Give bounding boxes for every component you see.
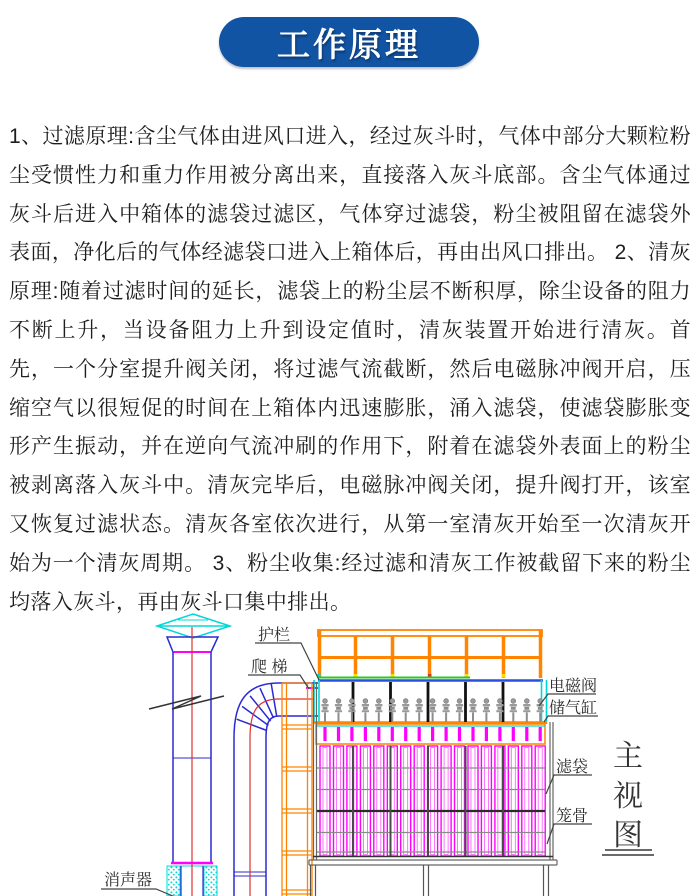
baghouse-schematic <box>0 596 700 896</box>
bag-icon <box>387 746 397 856</box>
svg-text:视: 视 <box>613 780 643 813</box>
bag-icon <box>347 746 357 856</box>
bag-icon <box>414 746 424 856</box>
valve-icon <box>456 699 463 722</box>
break-mark-icon <box>149 696 224 709</box>
bag-icon <box>428 746 438 856</box>
valve-icon <box>483 699 490 722</box>
section-title-banner <box>219 17 479 67</box>
filter-bags <box>316 746 545 856</box>
valve-icon <box>375 699 382 722</box>
label-cage-frame: 笼骨 <box>556 808 589 825</box>
pulse-valves <box>321 699 543 722</box>
label-solenoid-valve: 电磁阀 <box>549 678 598 695</box>
nozzle-band <box>316 724 545 744</box>
guardrail <box>317 630 542 678</box>
leader-muffler <box>101 889 173 896</box>
label-guardrail: 护栏 <box>258 627 291 644</box>
label-air-tank: 储气缸 <box>549 700 598 717</box>
compartment-dividers-top <box>353 682 503 722</box>
valve-icon <box>429 699 436 722</box>
bag-icon <box>508 746 518 856</box>
valve-icon <box>510 699 517 722</box>
elbow-icon <box>234 683 318 738</box>
bag-icon <box>360 746 370 856</box>
support-legs <box>311 865 549 896</box>
valve-icon <box>469 699 476 722</box>
rain-cap-icon <box>157 614 230 638</box>
label-filter-bag: 滤袋 <box>556 759 589 776</box>
bag-icon <box>468 746 478 856</box>
bag-icon <box>401 746 411 856</box>
svg-text:主: 主 <box>613 740 643 773</box>
valve-icon <box>416 699 423 722</box>
label-muffler: 消声器 <box>104 872 153 889</box>
muffler <box>167 863 217 896</box>
bag-icon <box>320 746 330 856</box>
label-ladder: 爬 梯 <box>251 659 288 676</box>
bag-icon <box>481 746 491 856</box>
valve-icon <box>321 699 328 722</box>
bag-icon <box>334 746 344 856</box>
valve-icon <box>402 699 409 722</box>
chimney <box>157 614 230 864</box>
bag-icon <box>441 746 451 856</box>
view-title <box>602 740 654 855</box>
ladder <box>282 683 312 896</box>
section-title: 工作原理 <box>277 25 421 63</box>
bag-icon <box>455 746 465 856</box>
bag-icon <box>522 746 532 856</box>
valve-icon <box>443 699 450 722</box>
bag-icon <box>535 746 545 856</box>
valve-icon <box>362 699 369 722</box>
bag-icon <box>374 746 384 856</box>
valve-icon <box>335 699 342 722</box>
svg-text:图: 图 <box>613 819 643 852</box>
principle-paragraph: 1、过滤原理:含尘气体由进风口进入，经过灰斗时，气体中部分大颗粒粉尘受惯性力和重力作用被分离出来，直接落入灰斗底部。含尘气体通过灰斗后进入中箱体的滤袋过滤区，气体穿过滤袋，粉尘被阻留在滤袋外表面，净化后的气体经滤袋口进入上箱体后，再由出风口排出。 2、清灰原理:随着过滤时间的延长，滤袋上的粉尘层不断积厚，除尘设备的阻力不断上升，当设备阻力上升到设定值时，清灰装置开始进行清灰。首先，一个分室提升阀关闭，将过滤气流截断，然后电磁脉冲阀开启，压缩空气以很短促的时间在上箱体内迅速膨胀，涌入滤袋，使滤袋膨胀变形产生振动，并在逆向气流冲刷的作用下，附着在滤袋外表面上的粉尘被剥离落入灰斗中。清灰完毕后，电磁脉冲阀关闭，提升阀打开，该室又恢复过滤状态。清灰各室依次进行，从第一室清灰开始至一次清灰开始为一个清灰周期。 3、粉尘收集:经过滤和清灰工作被截留下来的粉尘均落入灰斗，再由灰斗口集中排出。 <box>9 125 691 614</box>
leader-cage-frame <box>547 824 592 844</box>
valve-icon <box>523 699 530 722</box>
outlet-duct <box>234 683 318 896</box>
valve-icon <box>537 699 544 722</box>
valve-icon <box>348 699 355 722</box>
